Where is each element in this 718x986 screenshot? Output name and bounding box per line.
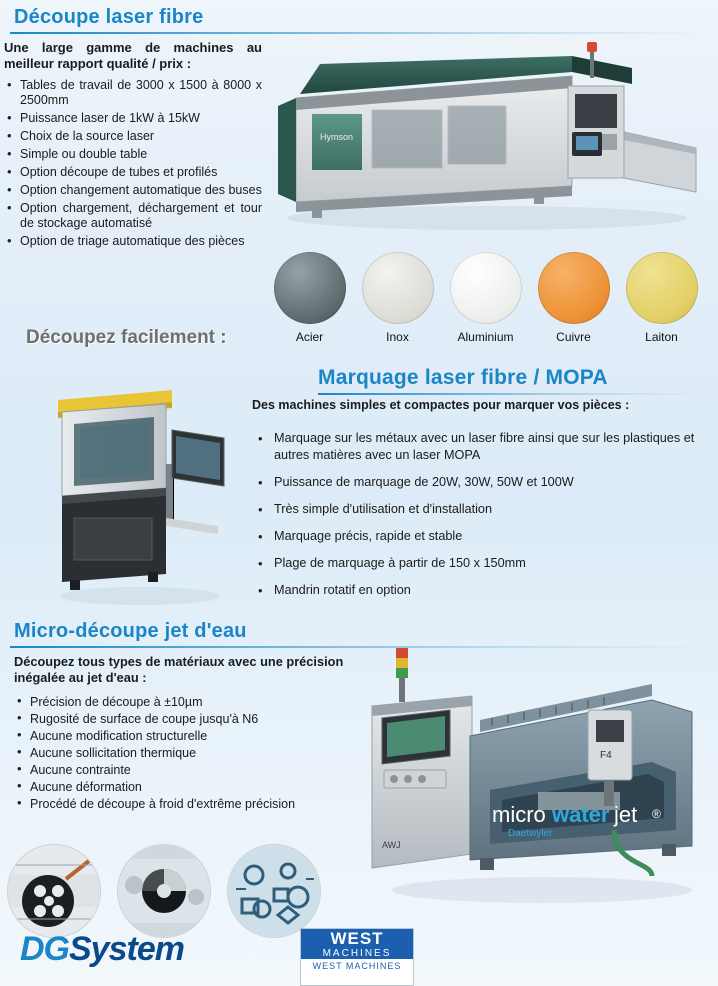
section-laser-title: Découpe laser fibre (14, 6, 204, 28)
list-item: • Marquage sur les métaux avec un laser fibre ainsi que sur les plastiques et autres matières avec un laser MOPA (252, 430, 710, 464)
waterjet-machine-svg (352, 640, 712, 910)
waterjet-brand-registered: ® (652, 807, 661, 821)
list-item: • Puissance de marquage de 20W, 30W, 50W et 100W (252, 474, 710, 491)
laser-text-block (4, 40, 262, 252)
section-laser-divider (10, 32, 710, 34)
material-swatch (274, 252, 346, 324)
waterjet-brand-micro: micro (492, 802, 546, 827)
list-item: • Aucune contrainte (14, 762, 364, 778)
list-item: • Aucune déformation (14, 779, 364, 795)
section-waterjet-title: Micro-découpe jet d'eau (14, 620, 247, 642)
machine-brand-text: Hymson (320, 132, 354, 142)
waterjet-bullet-list (14, 694, 364, 812)
list-item: • Précision de découpe à ±10µm (14, 694, 364, 710)
list-item: • Mandrin rotatif en option (252, 582, 710, 599)
list-item: • Option de triage automatique des pièces (4, 234, 262, 249)
list-item: • Plage de marquage à partir de 150 x 150mm (252, 555, 710, 572)
sample-photos-row (8, 845, 320, 937)
list-item: • Aucune sollicitation thermique (14, 745, 364, 761)
sample-photo-2 (118, 845, 210, 937)
list-item: • Très simple d'utilisation et d'installation (252, 501, 710, 518)
section-marking-title: Marquage laser fibre / MOPA (318, 366, 608, 389)
material-item (272, 252, 347, 344)
list-item: • Option chargement, déchargement et tour de stockage automatisé (4, 201, 262, 231)
material-label: Laiton (645, 330, 678, 344)
sample-photo-3 (228, 845, 320, 937)
company-logo-prefix: DG (20, 930, 69, 968)
marking-machine-image (40, 368, 240, 608)
marking-intro-text: Des machines simples et compactes pour marquer vos pièces : (252, 398, 630, 412)
west-machines-logo (300, 928, 414, 986)
list-item: • Option changement automatique des buses (4, 183, 262, 198)
list-item: • Aucune modification structurelle (14, 728, 364, 744)
laser-machine-image (272, 36, 704, 236)
material-label: Inox (386, 330, 409, 344)
list-item: • Rugosité de surface de coupe jusqu'à N6 (14, 711, 364, 727)
machine-panel-tag-text: F4 (600, 750, 612, 761)
material-swatch (362, 252, 434, 324)
waterjet-brand-jet: jet (614, 802, 638, 827)
material-item (536, 252, 611, 344)
company-logo-suffix: System (69, 930, 184, 968)
section-marking-divider (318, 393, 710, 395)
laser-bullet-list (4, 78, 262, 249)
material-swatch (450, 252, 522, 324)
material-label: Aluminium (457, 330, 514, 344)
section-marking (318, 366, 710, 395)
waterjet-intro-text: Découpez tous types de matériaux avec une précision inégalée au jet d'eau : (14, 654, 344, 685)
sample-photo-1-svg (8, 845, 100, 937)
marking-bullet-list (252, 430, 710, 609)
waterjet-brand-daetwyler: Daetwyler (508, 828, 553, 839)
list-item: • Choix de la source laser (4, 129, 262, 144)
sample-photo-3-svg (228, 845, 320, 937)
marking-machine-svg (40, 368, 240, 608)
list-item: • Procédé de découpe à froid d'extrême précision (14, 796, 364, 812)
west-logo-line3: WEST MACHINES (312, 961, 402, 971)
list-item: • Simple ou double table (4, 147, 262, 162)
company-logo (20, 930, 184, 969)
material-item (360, 252, 435, 344)
materials-row (272, 252, 708, 344)
material-item (624, 252, 699, 344)
sample-photo-2-svg (118, 845, 210, 937)
material-label: Acier (295, 330, 324, 344)
west-logo-line1: WEST (301, 929, 413, 948)
west-logo-line2: MACHINES (301, 948, 413, 959)
laser-intro-text: Une large gamme de machines au meilleur rapport qualité / prix : (4, 40, 262, 71)
material-label: Cuivre (556, 330, 591, 344)
list-item: • Marquage précis, rapide et stable (252, 528, 710, 545)
material-swatch (626, 252, 698, 324)
machine-side-tag-text: AWJ (382, 840, 401, 850)
sample-photo-1 (8, 845, 100, 937)
materials-caption: Découpez facilement : (26, 327, 227, 348)
waterjet-text-block (14, 654, 364, 813)
list-item: • Puissance laser de 1kW à 15kW (4, 111, 262, 126)
material-item (448, 252, 523, 344)
list-item: • Option découpe de tubes et profilés (4, 165, 262, 180)
list-item: • Tables de travail de 3000 x 1500 à 8000 x 2500mm (4, 78, 262, 108)
waterjet-brand-water: water (552, 802, 610, 827)
material-swatch (538, 252, 610, 324)
laser-machine-svg (272, 36, 704, 236)
waterjet-machine-image (352, 640, 712, 910)
section-laser-cutting (10, 6, 710, 34)
